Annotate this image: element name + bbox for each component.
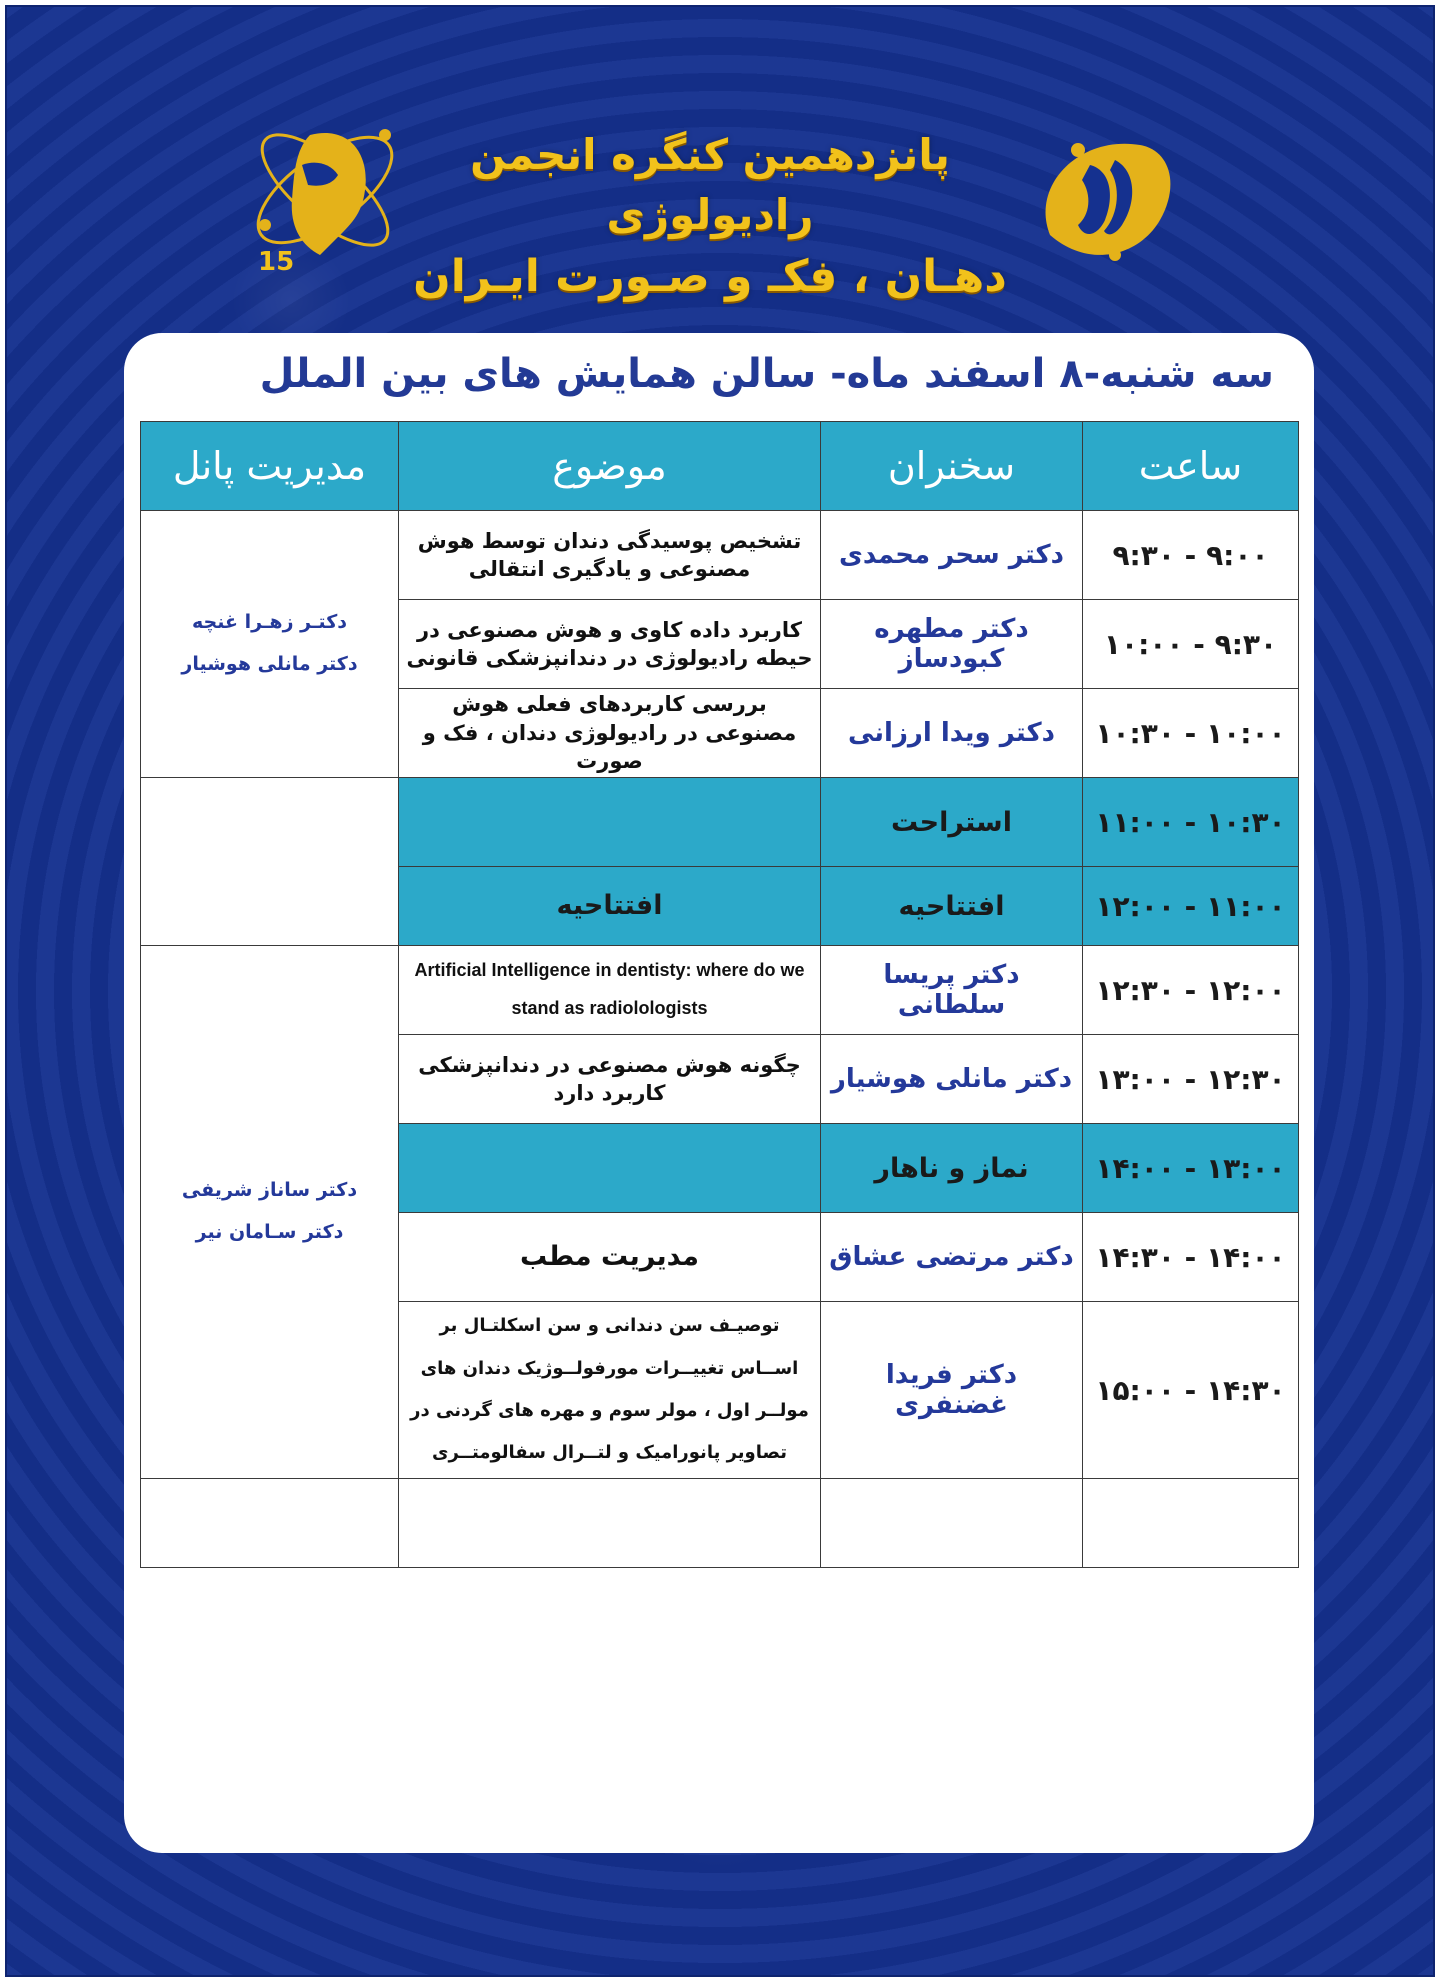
topic-cell: مدیریت مطب <box>399 1213 821 1302</box>
schedule-card <box>124 333 1314 1853</box>
topic-cell <box>399 778 821 867</box>
time-cell: ۱۴:۳۰ - ۱۵:۰۰ <box>1083 1302 1299 1479</box>
col-panel-header: مدیریت پانل <box>141 422 399 511</box>
association-logo-icon <box>1020 125 1190 275</box>
congress-title <box>410 125 1010 302</box>
time-cell: ۱۲:۰۰ - ۱۲:۳۰ <box>1083 946 1299 1035</box>
table-row <box>141 946 1299 1035</box>
topic-cell: توصیـف سن دندانی و سن اسکلتـال بر اســاس تغییــرات مورفولــوژیک دندان های مولــر اول ، مولر سوم و مهره های گردنی در تصاویر پانورامیک و لتــرال سفالومتــری <box>399 1302 821 1479</box>
day-heading: سه شنبه-۸ اسفند ماه- سالن همایش های بین الملل <box>259 351 1274 397</box>
time-cell: ۱۴:۰۰ - ۱۴:۳۰ <box>1083 1213 1299 1302</box>
title-line2: دهـان ، فکـ و صـورت ایـران <box>413 251 1007 302</box>
panel-cell <box>141 511 399 778</box>
break-label: نماز و ناهار <box>821 1124 1083 1213</box>
table-row <box>141 511 1299 600</box>
time-cell: ۹:۰۰ - ۹:۳۰ <box>1083 511 1299 600</box>
speaker-cell: دکتر ویدا ارزانی <box>821 689 1083 778</box>
schedule-table <box>140 421 1299 1568</box>
panel-moderator: دکتـر زهـرا غنچه <box>192 611 347 634</box>
header-row <box>141 422 1299 511</box>
time-cell: ۱۲:۳۰ - ۱۳:۰۰ <box>1083 1035 1299 1124</box>
panel-cell-empty <box>141 778 399 946</box>
speaker-cell: دکتر سحر محمدی <box>821 511 1083 600</box>
speaker-cell: دکتر فریدا غضنفری <box>821 1302 1083 1479</box>
break-label: استراحت <box>821 778 1083 867</box>
topic-cell: چگونه هوش مصنوعی در دندانپزشکی کاربرد دارد <box>399 1035 821 1124</box>
logo-number: 15 <box>258 247 295 275</box>
speaker-cell: دکتر پریسا سلطانی <box>821 946 1083 1035</box>
header <box>240 105 1200 302</box>
empty-row <box>141 1479 1299 1568</box>
panel-cell <box>141 946 399 1479</box>
empty-cell <box>821 1479 1083 1568</box>
col-topic-header: موضوع <box>399 422 821 511</box>
congress-logo-icon <box>240 105 410 275</box>
panel-moderator: دکتر ساناز شریفی <box>181 1179 358 1202</box>
topic-cell: تشخیص پوسیدگی دندان توسط هوش مصنوعی و یادگیری انتقالی <box>399 511 821 600</box>
panel-moderator: دکتر سـامان نیر <box>195 1221 344 1243</box>
break-row <box>141 778 1299 867</box>
empty-cell <box>141 1479 399 1568</box>
title-line1: پانزدهمین کنگره انجمن رادیولوژی <box>470 130 950 239</box>
empty-cell <box>399 1479 821 1568</box>
time-cell: ۱۱:۰۰ - ۱۲:۰۰ <box>1083 867 1299 946</box>
col-time-header: ساعت <box>1083 422 1299 511</box>
time-cell: ۹:۳۰ - ۱۰:۰۰ <box>1083 600 1299 689</box>
col-speaker-header: سخنران <box>821 422 1083 511</box>
time-cell: ۱۰:۰۰ - ۱۰:۳۰ <box>1083 689 1299 778</box>
speaker-cell: دکتر مرتضی عشاق <box>821 1213 1083 1302</box>
topic-cell: Artificial Intelligence in dentisty: where do we stand as radiolologists <box>399 946 821 1035</box>
speaker-cell: دکتر مطهره کبودساز <box>821 600 1083 689</box>
panel-moderator: دکتر مانلی هوشیار <box>181 653 358 675</box>
topic-cell: کاربرد داده کاوی و هوش مصنوعی در حیطه رادیولوژی در دندانپزشکی قانونی <box>399 600 821 689</box>
speaker-cell: افتتاحیه <box>821 867 1083 946</box>
topic-cell: افتتاحیه <box>399 867 821 946</box>
topic-cell <box>399 1124 821 1213</box>
speaker-cell: دکتر مانلی هوشیار <box>821 1035 1083 1124</box>
time-cell: ۱۰:۳۰ - ۱۱:۰۰ <box>1083 778 1299 867</box>
time-cell: ۱۳:۰۰ - ۱۴:۰۰ <box>1083 1124 1299 1213</box>
topic-cell: بررسی کاربردهای فعلی هوش مصنوعی در رادیولوژی دندان ، فک و صورت <box>399 689 821 778</box>
empty-cell <box>1083 1479 1299 1568</box>
